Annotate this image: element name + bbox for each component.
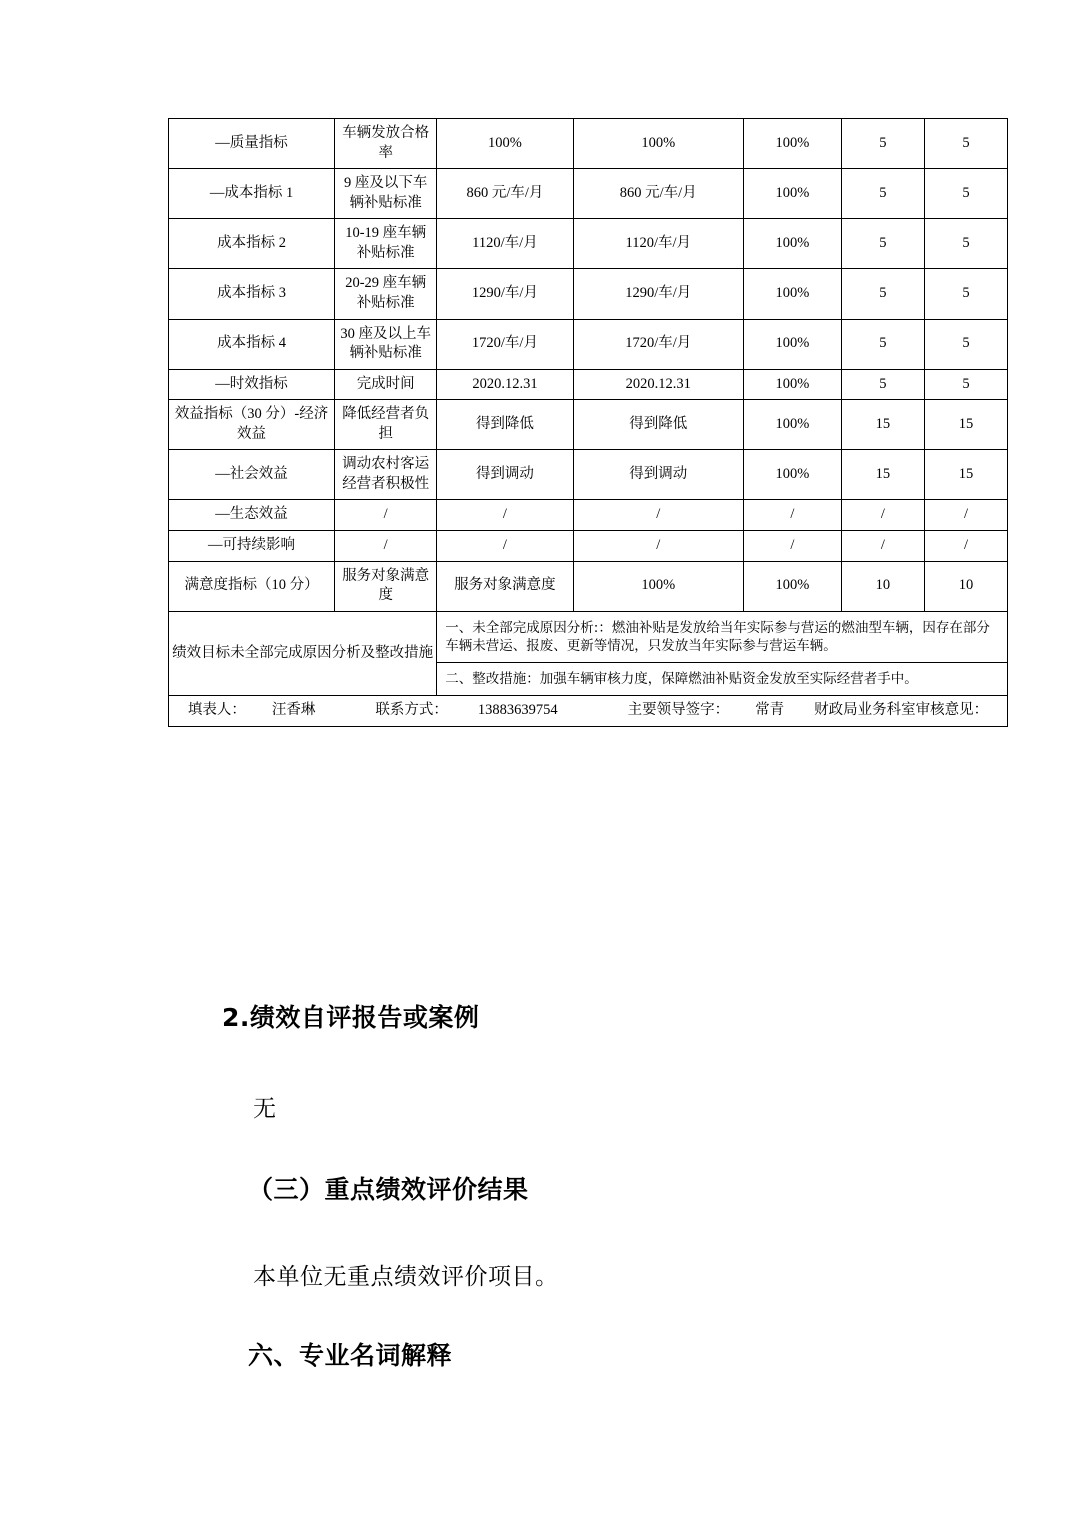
cell-actual: 100%: [573, 119, 743, 169]
cell-score-get: 5: [924, 219, 1007, 269]
cell-rate: 100%: [743, 400, 841, 450]
cell-indicator: 成本指标 3: [169, 269, 335, 319]
cell-indicator: 满意度指标（10 分）: [169, 561, 335, 611]
cell-score-get: 5: [924, 369, 1007, 400]
cell-score-full: 10: [841, 561, 924, 611]
heading-section-6: 六、专业名词解释: [248, 1341, 453, 1370]
table-row: [169, 400, 1008, 450]
table-row: [169, 531, 1008, 562]
cell-target: 得到降低: [437, 400, 573, 450]
cell-actual: /: [573, 500, 743, 531]
cell-name: 9 座及以下车辆补贴标准: [335, 169, 437, 219]
performance-table-container: [168, 118, 1008, 727]
cell-score-get: 15: [924, 400, 1007, 450]
table-row: [169, 319, 1008, 369]
cell-name: 调动农村客运经营者积极性: [335, 450, 437, 500]
cell-target: 2020.12.31: [437, 369, 573, 400]
cell-score-full: 5: [841, 269, 924, 319]
filler-value: 汪香琳: [271, 702, 316, 719]
cell-indicator: —生态效益: [169, 500, 335, 531]
cell-name: 20-29 座车辆补贴标准: [335, 269, 437, 319]
heading-report: 2.绩效自评报告或案例: [222, 1003, 480, 1032]
cell-indicator: —时效指标: [169, 369, 335, 400]
cell-actual: 得到调动: [573, 450, 743, 500]
cell-target: 服务对象满意度: [437, 561, 573, 611]
cell-target: 860 元/车/月: [437, 169, 573, 219]
cell-target: 1120/车/月: [437, 219, 573, 269]
contact-value: 13883639754: [477, 702, 558, 719]
table-footer-row: [169, 696, 1008, 727]
cell-name: /: [335, 500, 437, 531]
filler-label: 填表人：: [187, 702, 246, 719]
reason-label-cell: 绩效目标未全部完成原因分析及整改措施: [169, 611, 437, 696]
cell-score-get: 5: [924, 119, 1007, 169]
cell-actual: /: [573, 531, 743, 562]
reason-row-1: [169, 611, 1008, 662]
cell-score-get: /: [924, 531, 1007, 562]
cell-target: 1290/车/月: [437, 269, 573, 319]
cell-score-get: 5: [924, 269, 1007, 319]
cell-target: 1720/车/月: [437, 319, 573, 369]
cell-name: 车辆发放合格率: [335, 119, 437, 169]
audit-label: 财政局业务科室审核意见：: [814, 702, 989, 719]
cell-score-full: 5: [841, 369, 924, 400]
cell-indicator: —可持续影响: [169, 531, 335, 562]
leader-label: 主要领导签字：: [627, 702, 730, 719]
cell-actual: 得到降低: [573, 400, 743, 450]
cell-indicator: 成本指标 2: [169, 219, 335, 269]
cell-actual: 1720/车/月: [573, 319, 743, 369]
table-row: [169, 119, 1008, 169]
cell-target: /: [437, 531, 573, 562]
cell-score-full: 5: [841, 219, 924, 269]
text-section-3: 本单位无重点绩效评价项目。: [253, 1264, 559, 1290]
cell-name: 10-19 座车辆补贴标准: [335, 219, 437, 269]
reason-analysis-cell: 一、未全部完成原因分析:：燃油补贴是发放给当年实际参与营运的燃油型车辆，因存在部分车辆未营运、报废、更新等情况，只发放当年实际参与营运车辆。: [437, 611, 1008, 662]
cell-rate: 100%: [743, 169, 841, 219]
performance-table: [168, 118, 1008, 727]
cell-rate: /: [743, 531, 841, 562]
cell-score-full: 15: [841, 400, 924, 450]
reason-measures-cell: 二、整改措施：加强车辆审核力度，保障燃油补贴资金发放至实际经营者手中。: [437, 663, 1008, 696]
cell-score-full: 5: [841, 319, 924, 369]
cell-score-get: 5: [924, 319, 1007, 369]
cell-indicator: 成本指标 4: [169, 319, 335, 369]
footer-cell: [169, 696, 1008, 727]
table-row: [169, 219, 1008, 269]
cell-target: 得到调动: [437, 450, 573, 500]
table-row: [169, 269, 1008, 319]
cell-indicator: —成本指标 1: [169, 169, 335, 219]
cell-score-full: 5: [841, 119, 924, 169]
cell-rate: 100%: [743, 450, 841, 500]
cell-name: /: [335, 531, 437, 562]
cell-indicator: —质量指标: [169, 119, 335, 169]
cell-target: /: [437, 500, 573, 531]
cell-actual: 1120/车/月: [573, 219, 743, 269]
cell-score-get: 15: [924, 450, 1007, 500]
cell-score-get: 10: [924, 561, 1007, 611]
table-row: [169, 450, 1008, 500]
table-row: [169, 561, 1008, 611]
cell-rate: /: [743, 500, 841, 531]
table-row: [169, 369, 1008, 400]
table-row: [169, 169, 1008, 219]
cell-rate: 100%: [743, 369, 841, 400]
cell-score-get: /: [924, 500, 1007, 531]
cell-name: 降低经营者负担: [335, 400, 437, 450]
cell-actual: 1290/车/月: [573, 269, 743, 319]
cell-actual: 860 元/车/月: [573, 169, 743, 219]
cell-name: 完成时间: [335, 369, 437, 400]
cell-actual: 100%: [573, 561, 743, 611]
cell-score-full: 5: [841, 169, 924, 219]
cell-score-full: 15: [841, 450, 924, 500]
cell-score-full: /: [841, 531, 924, 562]
contact-label: 联系方式：: [375, 702, 448, 719]
cell-name: 30 座及以上车辆补贴标准: [335, 319, 437, 369]
cell-actual: 2020.12.31: [573, 369, 743, 400]
heading-section-3: （三）重点绩效评价结果: [248, 1175, 529, 1204]
cell-score-get: 5: [924, 169, 1007, 219]
text-none: 无: [253, 1096, 277, 1122]
cell-rate: 100%: [743, 119, 841, 169]
cell-rate: 100%: [743, 269, 841, 319]
cell-rate: 100%: [743, 561, 841, 611]
leader-value: 常青: [755, 702, 785, 719]
cell-name: 服务对象满意度: [335, 561, 437, 611]
table-row: [169, 500, 1008, 531]
cell-rate: 100%: [743, 319, 841, 369]
cell-indicator: —社会效益: [169, 450, 335, 500]
cell-target: 100%: [437, 119, 573, 169]
cell-score-full: /: [841, 500, 924, 531]
cell-rate: 100%: [743, 219, 841, 269]
cell-indicator: 效益指标（30 分）-经济效益: [169, 400, 335, 450]
